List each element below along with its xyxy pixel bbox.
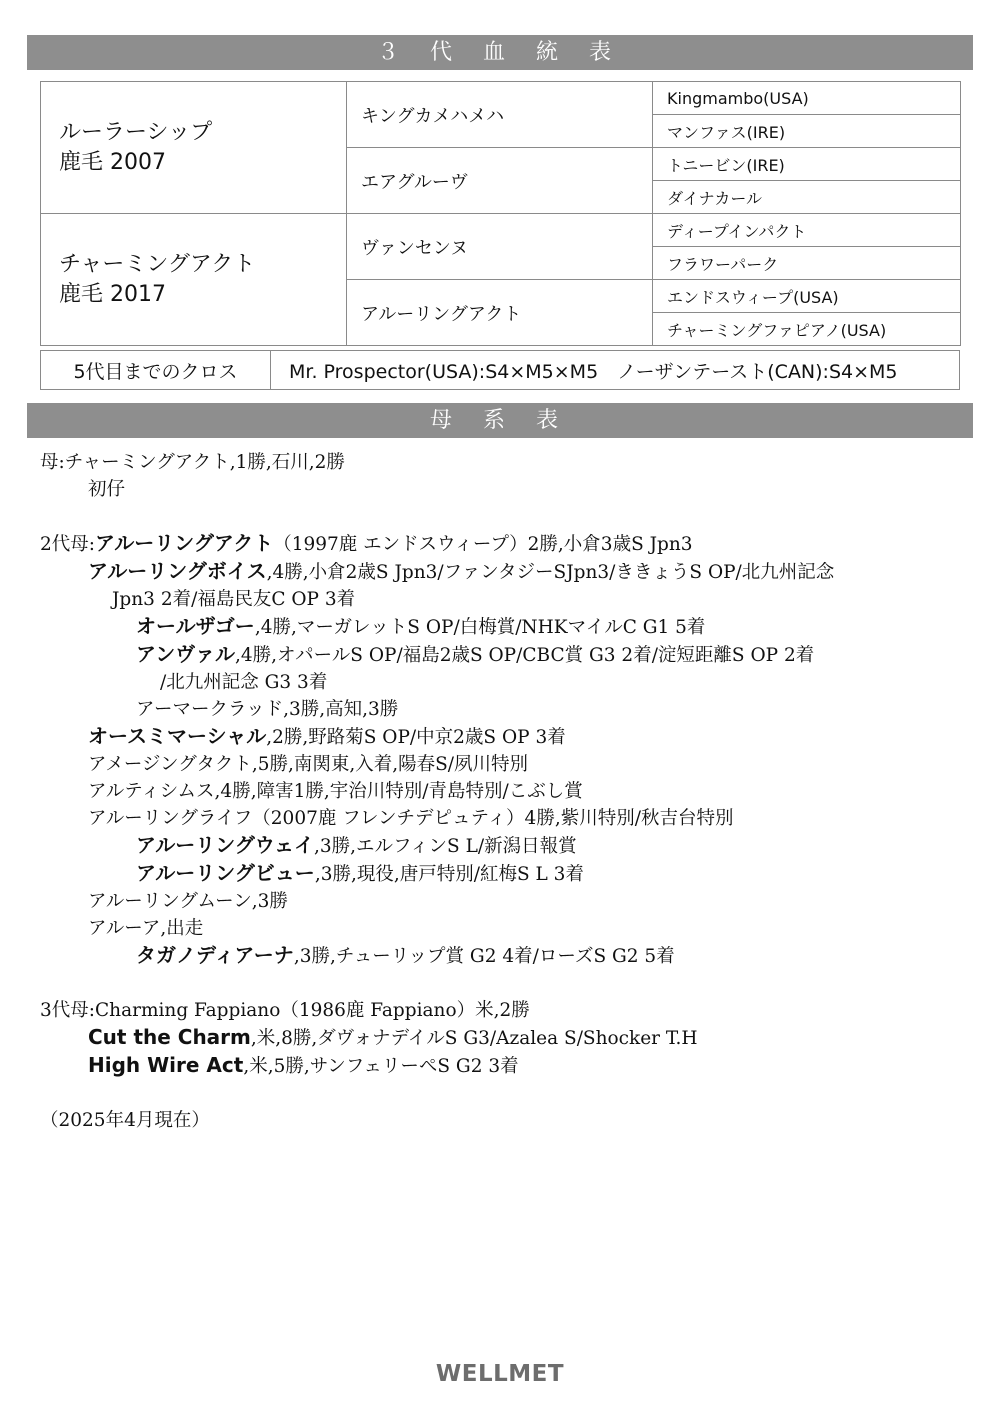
family-line bbox=[40, 669, 970, 696]
cross-value: Mr. Prospector(USA):S4×M5×M5 ノーザンテースト(CAN):S4×M5 bbox=[271, 351, 960, 390]
family-text: 母:チャーミングアクト,1勝,石川,2勝 bbox=[40, 452, 345, 473]
family-text: ,4勝,マーガレットS OP/白梅賞/NHKマイルC G1 5着 bbox=[254, 617, 706, 638]
pedigree-table bbox=[40, 81, 961, 346]
dam-dam-sire: エンドスウィープ(USA) bbox=[653, 280, 961, 313]
family-line bbox=[40, 723, 970, 751]
family-title: 母 系 表 bbox=[430, 408, 570, 433]
family-text: アメージングタクト,5勝,南関東,入着,陽春S/夙川特別 bbox=[88, 754, 529, 775]
family-line bbox=[40, 832, 970, 860]
family-text: ,米,8勝,ダヴォナデイルS G3/Azalea S/Shocker T.H bbox=[250, 1028, 698, 1049]
family-line bbox=[40, 1052, 970, 1080]
family-text: （1997鹿 エンドスウィープ）2勝,小倉3歳S Jpn3 bbox=[273, 534, 693, 555]
family-text: ,3勝,チューリップ賞 G2 4着/ローズS G2 5着 bbox=[293, 946, 675, 967]
horse-name: High Wire Act bbox=[88, 1053, 244, 1077]
family-text: アーマークラッド,3勝,高知,3勝 bbox=[136, 699, 399, 720]
family-line bbox=[40, 586, 970, 613]
horse-name: オースミマーシャル bbox=[88, 724, 267, 748]
family-title-bar bbox=[27, 403, 973, 438]
family-text: ,米,5勝,サンフェリーペS G2 3着 bbox=[243, 1056, 519, 1077]
family-spacer bbox=[40, 503, 970, 530]
sire-cell bbox=[41, 82, 347, 214]
horse-name: アルーリングボイス bbox=[88, 559, 267, 583]
family-text: ,3勝,エルフィンS L/新潟日報賞 bbox=[314, 836, 577, 857]
sire-dam-sire: トニービン(IRE) bbox=[653, 148, 961, 181]
dam-sire: ヴァンセンヌ bbox=[347, 214, 653, 280]
family-line bbox=[40, 942, 970, 970]
dam-dam-dam: チャーミングファピアノ(USA) bbox=[653, 313, 961, 346]
family-line bbox=[40, 476, 970, 503]
family-line bbox=[40, 778, 970, 805]
family-text: アルーリングムーン,3勝 bbox=[88, 891, 288, 912]
family-line bbox=[40, 997, 970, 1024]
family-text: 3代母:Charming Fappiano（1986鹿 Fappiano）米,2勝 bbox=[40, 1000, 530, 1021]
family-text: （2025年4月現在） bbox=[40, 1110, 210, 1131]
family-text: ,4勝,小倉2歳S Jpn3/ファンタジーSJpn3/ききょうS OP/北九州記念 bbox=[266, 562, 835, 583]
horse-name: Cut the Charm bbox=[88, 1025, 251, 1049]
sire-dam-dam: ダイナカール bbox=[653, 181, 961, 214]
family-text: アルティシムス,4勝,障害1勝,宇治川特別/青島特別/こぶし賞 bbox=[88, 781, 583, 802]
family-line bbox=[40, 915, 970, 942]
family-line bbox=[40, 641, 970, 669]
dam-sire-sire: ディープインパクト bbox=[653, 214, 961, 247]
family-line bbox=[40, 751, 970, 778]
family-text: ,4勝,オパールS OP/福島2歳S OP/CBC賞 G3 2着/淀短距離S OP 2着 bbox=[235, 645, 815, 666]
horse-name: タガノディアーナ bbox=[136, 943, 294, 967]
sire-sire-sire: Kingmambo(USA) bbox=[653, 82, 961, 115]
family-line bbox=[40, 558, 970, 586]
family-line bbox=[40, 530, 970, 558]
family-spacer bbox=[40, 1080, 970, 1107]
family-text: 2代母: bbox=[40, 534, 96, 555]
dam-detail: 鹿毛 2017 bbox=[59, 282, 166, 307]
family-line bbox=[40, 613, 970, 641]
horse-name: アルーリングアクト bbox=[95, 531, 274, 555]
horse-name: オールザゴー bbox=[136, 614, 255, 638]
horse-name: アルーリングビュー bbox=[136, 861, 315, 885]
family-line bbox=[40, 888, 970, 915]
dam-name: チャーミングアクト bbox=[59, 252, 256, 277]
family-text: /北九州記念 G3 3着 bbox=[160, 672, 328, 693]
family-text: ,2勝,野路菊S OP/中京2歳S OP 3着 bbox=[266, 727, 566, 748]
family-line bbox=[40, 1024, 970, 1052]
family-spacer bbox=[40, 970, 970, 997]
horse-name: アルーリングウェイ bbox=[136, 833, 314, 857]
family-text: アルーア,出走 bbox=[88, 918, 204, 939]
cross-label: 5代目までのクロス bbox=[41, 351, 271, 390]
family-text: 初仔 bbox=[88, 479, 126, 500]
family-line bbox=[40, 1107, 970, 1134]
dam-dam: アルーリングアクト bbox=[347, 280, 653, 346]
sire-dam: エアグルーヴ bbox=[347, 148, 653, 214]
family-line bbox=[40, 449, 970, 476]
inbreeding-cross-table bbox=[40, 350, 960, 390]
family-line bbox=[40, 860, 970, 888]
sire-detail: 鹿毛 2007 bbox=[59, 150, 166, 175]
family-text: Jpn3 2着/福島民友C OP 3着 bbox=[112, 589, 356, 610]
sire-name: ルーラーシップ bbox=[59, 120, 213, 145]
pedigree-title: ３ 代 血 統 表 bbox=[377, 40, 623, 65]
pedigree-title-bar bbox=[27, 35, 973, 70]
wellmet-logo: WELLMET bbox=[435, 1361, 565, 1387]
family-line bbox=[40, 696, 970, 723]
family-text: ,3勝,現役,唐戸特別/紅梅S L 3着 bbox=[314, 864, 584, 885]
dam-cell bbox=[41, 214, 347, 346]
dam-sire-dam: フラワーパーク bbox=[653, 247, 961, 280]
horse-name: アンヴァル bbox=[136, 642, 235, 666]
family-text: アルーリングライフ（2007鹿 フレンチデピュティ）4勝,紫川特別/秋吉台特別 bbox=[88, 808, 734, 829]
family-list bbox=[40, 449, 970, 1134]
sire-sire-dam: マンファス(IRE) bbox=[653, 115, 961, 148]
sire-sire: キングカメハメハ bbox=[347, 82, 653, 148]
family-line bbox=[40, 805, 970, 832]
